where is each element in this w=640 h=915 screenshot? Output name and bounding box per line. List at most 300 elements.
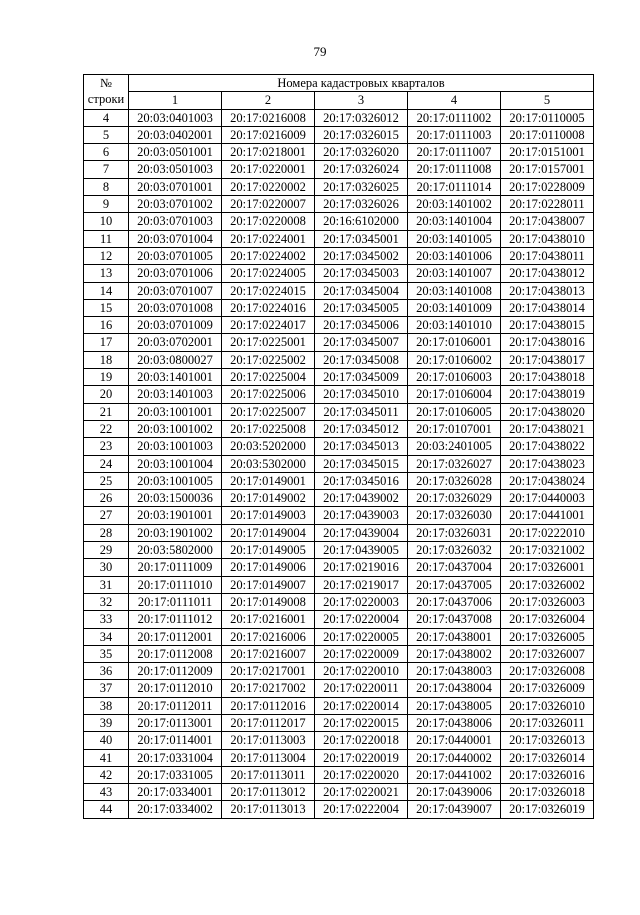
table-row (84, 438, 594, 455)
cadastral-number-cell: 20:17:0326020 (315, 144, 408, 161)
column-numbers-row (84, 92, 594, 109)
cadastral-number-cell: 20:03:1401008 (408, 282, 501, 299)
row-number-cell: 43 (84, 784, 129, 801)
row-number-cell: 25 (84, 472, 129, 489)
row-number-cell: 33 (84, 611, 129, 628)
cadastral-number-cell: 20:17:0225008 (222, 420, 315, 437)
row-number-cell: 39 (84, 714, 129, 731)
column-number-3: 3 (315, 92, 408, 109)
cadastral-number-cell: 20:17:0438001 (408, 628, 501, 645)
cadastral-number-cell: 20:17:0326029 (408, 490, 501, 507)
cadastral-number-cell: 20:17:0113013 (222, 801, 315, 818)
row-number-cell: 21 (84, 403, 129, 420)
cadastral-number-cell: 20:17:0438007 (501, 213, 594, 230)
cadastral-number-cell: 20:03:5802000 (129, 542, 222, 559)
cadastral-number-cell: 20:03:0701004 (129, 230, 222, 247)
cadastral-number-cell: 20:17:0326014 (501, 749, 594, 766)
cadastral-number-cell: 20:17:0110008 (501, 126, 594, 143)
row-number-cell: 40 (84, 732, 129, 749)
cadastral-number-cell: 20:17:0112009 (129, 663, 222, 680)
table-row (84, 282, 594, 299)
table-row (84, 299, 594, 316)
table-row (84, 524, 594, 541)
cadastral-number-cell: 20:17:0219016 (315, 559, 408, 576)
cadastral-number-cell: 20:17:0106003 (408, 369, 501, 386)
cadastral-number-cell: 20:17:0441001 (501, 507, 594, 524)
cadastral-number-cell: 20:17:0326012 (315, 109, 408, 126)
row-number-cell: 42 (84, 766, 129, 783)
cadastral-number-cell: 20:17:0438011 (501, 247, 594, 264)
cadastral-number-cell: 20:17:0217001 (222, 663, 315, 680)
cadastral-number-cell: 20:17:0225004 (222, 369, 315, 386)
table-row (84, 403, 594, 420)
cadastral-number-cell: 20:17:0439006 (408, 784, 501, 801)
cadastral-number-cell: 20:17:0113011 (222, 766, 315, 783)
cadastral-number-cell: 20:17:0220019 (315, 749, 408, 766)
table-row (84, 749, 594, 766)
cadastral-number-cell: 20:17:0224015 (222, 282, 315, 299)
table-row (84, 420, 594, 437)
row-number-cell: 12 (84, 247, 129, 264)
table-row (84, 490, 594, 507)
header-row-group (84, 75, 594, 92)
cadastral-number-cell: 20:17:0439002 (315, 490, 408, 507)
cadastral-number-cell: 20:17:0220005 (315, 628, 408, 645)
cadastral-number-cell: 20:17:0224005 (222, 265, 315, 282)
table-row (84, 247, 594, 264)
cadastral-number-cell: 20:17:0225002 (222, 351, 315, 368)
cadastral-number-cell: 20:03:0701009 (129, 317, 222, 334)
cadastral-number-cell: 20:17:0113001 (129, 714, 222, 731)
cadastral-number-cell: 20:17:0149003 (222, 507, 315, 524)
cadastral-number-cell: 20:17:0217002 (222, 680, 315, 697)
table-row (84, 213, 594, 230)
cadastral-number-cell: 20:17:0326030 (408, 507, 501, 524)
row-number-cell: 14 (84, 282, 129, 299)
cadastral-number-cell: 20:17:0439007 (408, 801, 501, 818)
cadastral-number-cell: 20:17:0111003 (408, 126, 501, 143)
cadastral-number-cell: 20:03:0401003 (129, 109, 222, 126)
cadastral-number-cell: 20:17:0216009 (222, 126, 315, 143)
cadastral-number-cell: 20:03:0701003 (129, 213, 222, 230)
cadastral-number-cell: 20:17:0220015 (315, 714, 408, 731)
cadastral-number-cell: 20:17:0111012 (129, 611, 222, 628)
cadastral-number-cell: 20:17:0345003 (315, 265, 408, 282)
table-row (84, 732, 594, 749)
cadastral-number-cell: 20:03:1001004 (129, 455, 222, 472)
cadastral-number-cell: 20:17:0225006 (222, 386, 315, 403)
cadastral-number-cell: 20:17:0113004 (222, 749, 315, 766)
column-number-1: 1 (129, 92, 222, 109)
cadastral-number-cell: 20:17:0220009 (315, 645, 408, 662)
cadastral-number-cell: 20:03:1401005 (408, 230, 501, 247)
cadastral-number-cell: 20:17:0438021 (501, 420, 594, 437)
cadastral-number-cell: 20:03:1001001 (129, 403, 222, 420)
cadastral-number-cell: 20:17:0345012 (315, 420, 408, 437)
row-number-cell: 24 (84, 455, 129, 472)
row-number-cell: 41 (84, 749, 129, 766)
cadastral-number-cell: 20:17:0345002 (315, 247, 408, 264)
table-row (84, 628, 594, 645)
cadastral-number-cell: 20:17:0326013 (501, 732, 594, 749)
table-row (84, 144, 594, 161)
table-row (84, 351, 594, 368)
table-row (84, 680, 594, 697)
column-number-4: 4 (408, 92, 501, 109)
cadastral-number-cell: 20:17:0111002 (408, 109, 501, 126)
cadastral-number-cell: 20:17:0225007 (222, 403, 315, 420)
cadastral-number-cell: 20:03:1401003 (129, 386, 222, 403)
cadastral-number-cell: 20:17:0220002 (222, 178, 315, 195)
cadastral-number-cell: 20:17:0345005 (315, 299, 408, 316)
cadastral-number-cell: 20:17:0111010 (129, 576, 222, 593)
cadastral-number-cell: 20:17:0326003 (501, 593, 594, 610)
cadastral-number-cell: 20:17:0438018 (501, 369, 594, 386)
row-number-cell: 29 (84, 542, 129, 559)
cadastral-number-cell: 20:17:0220008 (222, 213, 315, 230)
cadastral-number-cell: 20:03:1401002 (408, 196, 501, 213)
cadastral-number-cell: 20:17:0218001 (222, 144, 315, 161)
cadastral-number-cell: 20:17:0220021 (315, 784, 408, 801)
cadastral-quarters-table (83, 74, 594, 819)
cadastral-number-cell: 20:17:0220018 (315, 732, 408, 749)
cadastral-number-cell: 20:17:0151001 (501, 144, 594, 161)
cadastral-number-cell: 20:17:0106002 (408, 351, 501, 368)
table-row (84, 611, 594, 628)
cadastral-number-cell: 20:03:1401009 (408, 299, 501, 316)
cadastral-number-cell: 20:03:1001002 (129, 420, 222, 437)
cadastral-number-cell: 20:17:0326004 (501, 611, 594, 628)
cadastral-number-cell: 20:03:0701001 (129, 178, 222, 195)
cadastral-number-cell: 20:03:1500036 (129, 490, 222, 507)
cadastral-number-cell: 20:17:0438003 (408, 663, 501, 680)
row-number-cell: 31 (84, 576, 129, 593)
row-number-cell: 11 (84, 230, 129, 247)
cadastral-number-cell: 20:17:0114001 (129, 732, 222, 749)
cadastral-number-cell: 20:17:0224016 (222, 299, 315, 316)
table-body (84, 109, 594, 818)
cadastral-number-cell: 20:17:0216008 (222, 109, 315, 126)
cadastral-number-cell: 20:17:0112016 (222, 697, 315, 714)
row-number-cell: 15 (84, 299, 129, 316)
table-row (84, 317, 594, 334)
table-row (84, 576, 594, 593)
table-row (84, 714, 594, 731)
row-number-cell: 7 (84, 161, 129, 178)
table-row (84, 386, 594, 403)
cadastral-number-cell: 20:17:0149006 (222, 559, 315, 576)
row-number-cell: 20 (84, 386, 129, 403)
cadastral-number-cell: 20:03:5302000 (222, 455, 315, 472)
cadastral-number-cell: 20:17:0149002 (222, 490, 315, 507)
cadastral-number-cell: 20:17:0331004 (129, 749, 222, 766)
cadastral-number-cell: 20:17:0157001 (501, 161, 594, 178)
table-row (84, 265, 594, 282)
cadastral-number-cell: 20:17:0438012 (501, 265, 594, 282)
cadastral-number-cell: 20:17:0112017 (222, 714, 315, 731)
cadastral-number-cell: 20:03:1001003 (129, 438, 222, 455)
cadastral-number-cell: 20:17:0345010 (315, 386, 408, 403)
cadastral-number-cell: 20:17:0438004 (408, 680, 501, 697)
cadastral-number-cell: 20:17:0439004 (315, 524, 408, 541)
cadastral-number-cell: 20:03:0701008 (129, 299, 222, 316)
cadastral-number-cell: 20:17:0220010 (315, 663, 408, 680)
table-row (84, 542, 594, 559)
table-row (84, 784, 594, 801)
cadastral-number-cell: 20:17:0441002 (408, 766, 501, 783)
cadastral-number-cell: 20:16:6102000 (315, 213, 408, 230)
cadastral-number-cell: 20:17:0224017 (222, 317, 315, 334)
cadastral-number-cell: 20:17:0438019 (501, 386, 594, 403)
cadastral-number-cell: 20:17:0440001 (408, 732, 501, 749)
cadastral-number-cell: 20:17:0326025 (315, 178, 408, 195)
cadastral-number-cell: 20:03:0800027 (129, 351, 222, 368)
cadastral-number-cell: 20:17:0216007 (222, 645, 315, 662)
cadastral-number-cell: 20:17:0149008 (222, 593, 315, 610)
cadastral-numbers-header: Номера кадастровых кварталов (129, 75, 594, 92)
row-number-header (84, 75, 129, 110)
cadastral-number-cell: 20:17:0437006 (408, 593, 501, 610)
cadastral-number-cell: 20:03:1401004 (408, 213, 501, 230)
row-number-cell: 6 (84, 144, 129, 161)
cadastral-number-cell: 20:17:0334002 (129, 801, 222, 818)
cadastral-number-cell: 20:03:0701005 (129, 247, 222, 264)
cadastral-number-cell: 20:17:0149005 (222, 542, 315, 559)
cadastral-number-cell: 20:17:0222010 (501, 524, 594, 541)
cadastral-number-cell: 20:17:0345008 (315, 351, 408, 368)
row-number-cell: 9 (84, 196, 129, 213)
cadastral-number-cell: 20:17:0326005 (501, 628, 594, 645)
cadastral-number-cell: 20:17:0228009 (501, 178, 594, 195)
table-row (84, 334, 594, 351)
cadastral-number-cell: 20:17:0113003 (222, 732, 315, 749)
row-number-cell: 35 (84, 645, 129, 662)
cadastral-number-cell: 20:17:0438016 (501, 334, 594, 351)
cadastral-number-cell: 20:17:0438013 (501, 282, 594, 299)
row-number-cell: 19 (84, 369, 129, 386)
column-number-5: 5 (501, 92, 594, 109)
cadastral-number-cell: 20:17:0110005 (501, 109, 594, 126)
table-row (84, 178, 594, 195)
cadastral-number-cell: 20:03:2401005 (408, 438, 501, 455)
row-number-cell: 4 (84, 109, 129, 126)
cadastral-number-cell: 20:17:0326011 (501, 714, 594, 731)
cadastral-number-cell: 20:17:0228011 (501, 196, 594, 213)
row-number-cell: 34 (84, 628, 129, 645)
row-number-cell: 16 (84, 317, 129, 334)
row-number-cell: 37 (84, 680, 129, 697)
row-number-cell: 27 (84, 507, 129, 524)
cadastral-number-cell: 20:17:0438023 (501, 455, 594, 472)
cadastral-number-cell: 20:17:0345011 (315, 403, 408, 420)
cadastral-number-cell: 20:17:0326015 (315, 126, 408, 143)
table-row (84, 472, 594, 489)
table-row (84, 369, 594, 386)
cadastral-number-cell: 20:03:5202000 (222, 438, 315, 455)
table-row (84, 230, 594, 247)
cadastral-number-cell: 20:17:0326007 (501, 645, 594, 662)
cadastral-number-cell: 20:17:0326027 (408, 455, 501, 472)
cadastral-number-cell: 20:17:0220011 (315, 680, 408, 697)
cadastral-number-cell: 20:03:0701002 (129, 196, 222, 213)
cadastral-number-cell: 20:17:0220007 (222, 196, 315, 213)
cadastral-number-cell: 20:17:0326024 (315, 161, 408, 178)
cadastral-number-cell: 20:17:0438002 (408, 645, 501, 662)
cadastral-number-cell: 20:17:0438024 (501, 472, 594, 489)
cadastral-number-cell: 20:17:0112001 (129, 628, 222, 645)
row-number-cell: 5 (84, 126, 129, 143)
cadastral-number-cell: 20:03:1901002 (129, 524, 222, 541)
cadastral-number-cell: 20:17:0111009 (129, 559, 222, 576)
cadastral-number-cell: 20:03:0701006 (129, 265, 222, 282)
table-row (84, 801, 594, 818)
cadastral-number-cell: 20:17:0440002 (408, 749, 501, 766)
cadastral-number-cell: 20:17:0220020 (315, 766, 408, 783)
cadastral-number-cell: 20:03:1001005 (129, 472, 222, 489)
cadastral-number-cell: 20:17:0438005 (408, 697, 501, 714)
row-number-cell: 36 (84, 663, 129, 680)
cadastral-number-cell: 20:17:0216001 (222, 611, 315, 628)
row-number-cell: 32 (84, 593, 129, 610)
cadastral-number-cell: 20:17:0345016 (315, 472, 408, 489)
row-number-cell: 13 (84, 265, 129, 282)
cadastral-number-cell: 20:17:0149004 (222, 524, 315, 541)
cadastral-number-cell: 20:17:0331005 (129, 766, 222, 783)
cadastral-number-cell: 20:17:0438022 (501, 438, 594, 455)
table-row (84, 109, 594, 126)
cadastral-number-cell: 20:17:0439005 (315, 542, 408, 559)
cadastral-number-cell: 20:17:0225001 (222, 334, 315, 351)
row-number-cell: 22 (84, 420, 129, 437)
cadastral-number-cell: 20:17:0326028 (408, 472, 501, 489)
cadastral-number-cell: 20:03:1401007 (408, 265, 501, 282)
table-row (84, 196, 594, 213)
cadastral-number-cell: 20:17:0345004 (315, 282, 408, 299)
cadastral-number-cell: 20:17:0438010 (501, 230, 594, 247)
cadastral-number-cell: 20:17:0326010 (501, 697, 594, 714)
cadastral-number-cell: 20:17:0112008 (129, 645, 222, 662)
cadastral-number-cell: 20:17:0326009 (501, 680, 594, 697)
cadastral-number-cell: 20:17:0345009 (315, 369, 408, 386)
cadastral-number-cell: 20:03:0402001 (129, 126, 222, 143)
table-row (84, 126, 594, 143)
table-row (84, 645, 594, 662)
cadastral-number-cell: 20:17:0219017 (315, 576, 408, 593)
cadastral-number-cell: 20:17:0326016 (501, 766, 594, 783)
row-number-cell: 28 (84, 524, 129, 541)
cadastral-number-cell: 20:17:0438015 (501, 317, 594, 334)
cadastral-number-cell: 20:17:0439003 (315, 507, 408, 524)
cadastral-number-cell: 20:17:0111014 (408, 178, 501, 195)
cadastral-number-cell: 20:03:1901001 (129, 507, 222, 524)
row-number-cell: 30 (84, 559, 129, 576)
cadastral-number-cell: 20:17:0437008 (408, 611, 501, 628)
cadastral-number-cell: 20:17:0438006 (408, 714, 501, 731)
cadastral-number-cell: 20:17:0149007 (222, 576, 315, 593)
cadastral-number-cell: 20:17:0437004 (408, 559, 501, 576)
cadastral-number-cell: 20:17:0220014 (315, 697, 408, 714)
cadastral-number-cell: 20:17:0321002 (501, 542, 594, 559)
row-number-cell: 18 (84, 351, 129, 368)
cadastral-number-cell: 20:17:0106001 (408, 334, 501, 351)
table-row (84, 559, 594, 576)
cadastral-number-cell: 20:17:0224002 (222, 247, 315, 264)
cadastral-number-cell: 20:17:0220004 (315, 611, 408, 628)
cadastral-number-cell: 20:17:0326002 (501, 576, 594, 593)
cadastral-number-cell: 20:17:0111008 (408, 161, 501, 178)
cadastral-number-cell: 20:17:0111007 (408, 144, 501, 161)
cadastral-number-cell: 20:17:0440003 (501, 490, 594, 507)
cadastral-number-cell: 20:03:1401010 (408, 317, 501, 334)
cadastral-number-cell: 20:17:0438020 (501, 403, 594, 420)
cadastral-number-cell: 20:17:0222004 (315, 801, 408, 818)
table-row (84, 766, 594, 783)
cadastral-number-cell: 20:17:0149001 (222, 472, 315, 489)
cadastral-number-cell: 20:17:0334001 (129, 784, 222, 801)
table-row (84, 161, 594, 178)
cadastral-number-cell: 20:17:0326019 (501, 801, 594, 818)
cadastral-number-cell: 20:17:0112011 (129, 697, 222, 714)
table-row (84, 455, 594, 472)
table-row (84, 593, 594, 610)
cadastral-number-cell: 20:03:1401001 (129, 369, 222, 386)
page-number: 79 (313, 44, 327, 59)
row-number-cell: 44 (84, 801, 129, 818)
cadastral-number-cell: 20:03:0702001 (129, 334, 222, 351)
table-row (84, 507, 594, 524)
row-number-cell: 8 (84, 178, 129, 195)
cadastral-number-cell: 20:17:0220001 (222, 161, 315, 178)
row-number-cell: 17 (84, 334, 129, 351)
cadastral-number-cell: 20:17:0345001 (315, 230, 408, 247)
cadastral-number-cell: 20:17:0326026 (315, 196, 408, 213)
cadastral-number-cell: 20:17:0438014 (501, 299, 594, 316)
row-number-header-line2: строки (87, 92, 125, 107)
cadastral-number-cell: 20:03:0501003 (129, 161, 222, 178)
cadastral-number-cell: 20:17:0113012 (222, 784, 315, 801)
cadastral-number-cell: 20:17:0107001 (408, 420, 501, 437)
cadastral-number-cell: 20:17:0326001 (501, 559, 594, 576)
cadastral-number-cell: 20:17:0106005 (408, 403, 501, 420)
row-number-cell: 26 (84, 490, 129, 507)
cadastral-number-cell: 20:17:0437005 (408, 576, 501, 593)
cadastral-number-cell: 20:17:0438017 (501, 351, 594, 368)
table-row (84, 697, 594, 714)
cadastral-number-cell: 20:17:0326031 (408, 524, 501, 541)
cadastral-number-cell: 20:17:0345006 (315, 317, 408, 334)
cadastral-number-cell: 20:17:0326032 (408, 542, 501, 559)
row-number-cell: 10 (84, 213, 129, 230)
cadastral-number-cell: 20:03:0501001 (129, 144, 222, 161)
cadastral-number-cell: 20:17:0216006 (222, 628, 315, 645)
cadastral-number-cell: 20:03:0701007 (129, 282, 222, 299)
cadastral-number-cell: 20:17:0326018 (501, 784, 594, 801)
column-number-2: 2 (222, 92, 315, 109)
cadastral-number-cell: 20:17:0345013 (315, 438, 408, 455)
cadastral-number-cell: 20:17:0326008 (501, 663, 594, 680)
row-number-header-line1: № (100, 76, 112, 90)
cadastral-number-cell: 20:17:0112010 (129, 680, 222, 697)
cadastral-number-cell: 20:17:0345007 (315, 334, 408, 351)
cadastral-number-cell: 20:17:0220003 (315, 593, 408, 610)
cadastral-number-cell: 20:17:0106004 (408, 386, 501, 403)
row-number-cell: 23 (84, 438, 129, 455)
cadastral-number-cell: 20:17:0111011 (129, 593, 222, 610)
table-row (84, 663, 594, 680)
cadastral-number-cell: 20:03:1401006 (408, 247, 501, 264)
cadastral-number-cell: 20:17:0345015 (315, 455, 408, 472)
row-number-cell: 38 (84, 697, 129, 714)
